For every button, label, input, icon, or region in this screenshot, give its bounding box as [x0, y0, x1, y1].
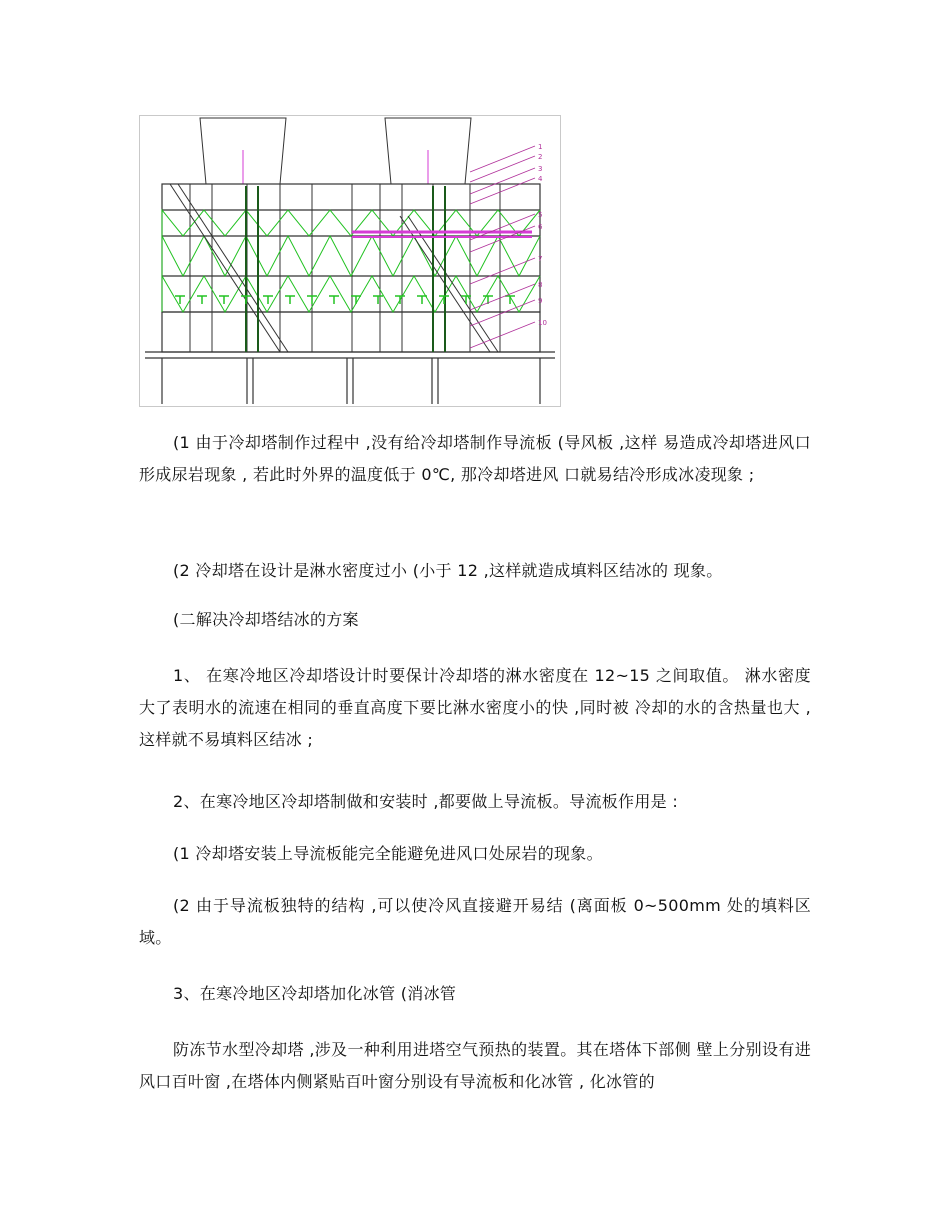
callout-leader [470, 146, 535, 172]
section-heading-solutions [139, 604, 811, 636]
mast-left [246, 186, 258, 352]
paragraph-text: (1 由于冷却塔制作过程中 ,没有给冷却塔制作导流板 (导风板 ,这样 易造成冷却塔进风口形成尿岩现象 , 若此时外界的温度低于 0℃, 那冷却塔进风 口就易结冷形成冰凌现象 ; [139, 433, 811, 484]
fan-hood-left [200, 118, 286, 184]
callout-number: 6 [538, 223, 543, 231]
fill-zigzag-line [162, 236, 543, 276]
paragraph-solution-2 [139, 786, 811, 818]
callout-number: 4 [538, 175, 543, 183]
paragraph-text: 2、在寒冷地区冷却塔制做和安装时 ,都要做上导流板。导流板作用是 : [173, 792, 679, 811]
paragraph-text: (1 冷却塔安装上导流板能完全能避免进风口处尿岩的现象。 [173, 844, 603, 863]
callout-leader [470, 284, 535, 310]
callout-number: 1 [538, 143, 543, 151]
paragraph-solution-3 [139, 978, 811, 1010]
paragraph-text: (2 冷却塔在设计是淋水密度过小 (小于 12 ,这样就造成填料区结冰的 现象。 [173, 561, 723, 580]
callout-leader [470, 168, 535, 194]
callout-number: 5 [538, 211, 543, 219]
heading-text: (二解决冷却塔结冰的方案 [173, 610, 359, 629]
callout-number: 8 [538, 281, 543, 289]
paragraph-text: (2 由于导流板独特的结构 ,可以使冷风直接避开易结 (离面板 0~500mm 处的填料区域。 [139, 896, 811, 947]
callout-leader [470, 156, 535, 182]
tower-frame [145, 184, 555, 404]
paragraph-text: 3、在寒冷地区冷却塔加化冰管 (消冰管 [173, 984, 457, 1003]
paragraph-text: 1、 在寒冷地区冷却塔设计时要保计冷却塔的淋水密度在 12~15 之间取值。 淋水密度大了表明水的流速在相同的垂直高度下要比淋水密度小的快 ,同时被 冷却的水的含热量也大 ,这样就不易填料区结冰 ; [139, 666, 811, 749]
paragraph-text: 防冻节水型冷却塔 ,涉及一种利用进塔空气预热的装置。其在塔体下部侧 壁上分别设有进风口百叶窗 ,在塔体内侧紧贴百叶窗分别设有导流板和化冰管 , 化冰管的 [139, 1040, 811, 1091]
cooling-tower-diagram [139, 115, 561, 407]
fan-hood-right [385, 118, 471, 184]
ice-melting-pipe [352, 232, 532, 237]
paragraph-solution-2-point-2 [139, 890, 811, 954]
callout-number: 9 [538, 297, 543, 305]
paragraph-solution-2-point-1 [139, 838, 811, 870]
callout-number: 7 [538, 255, 543, 263]
callout-number: 3 [538, 165, 543, 173]
cooling-tower-drawing [140, 116, 560, 406]
paragraph-cause-2 [139, 555, 811, 587]
callout-number: 2 [538, 153, 543, 161]
callout-number: 10 [538, 319, 547, 327]
callout-leader [470, 300, 535, 326]
callout-leader [470, 178, 535, 204]
paragraph-cause-1 [139, 427, 811, 491]
callout-leader [470, 226, 535, 252]
fill-zigzag-line [162, 276, 543, 312]
callout-leader [470, 322, 535, 348]
paragraph-solution-1 [139, 660, 811, 756]
paragraph-antifreeze-tower [139, 1034, 811, 1098]
